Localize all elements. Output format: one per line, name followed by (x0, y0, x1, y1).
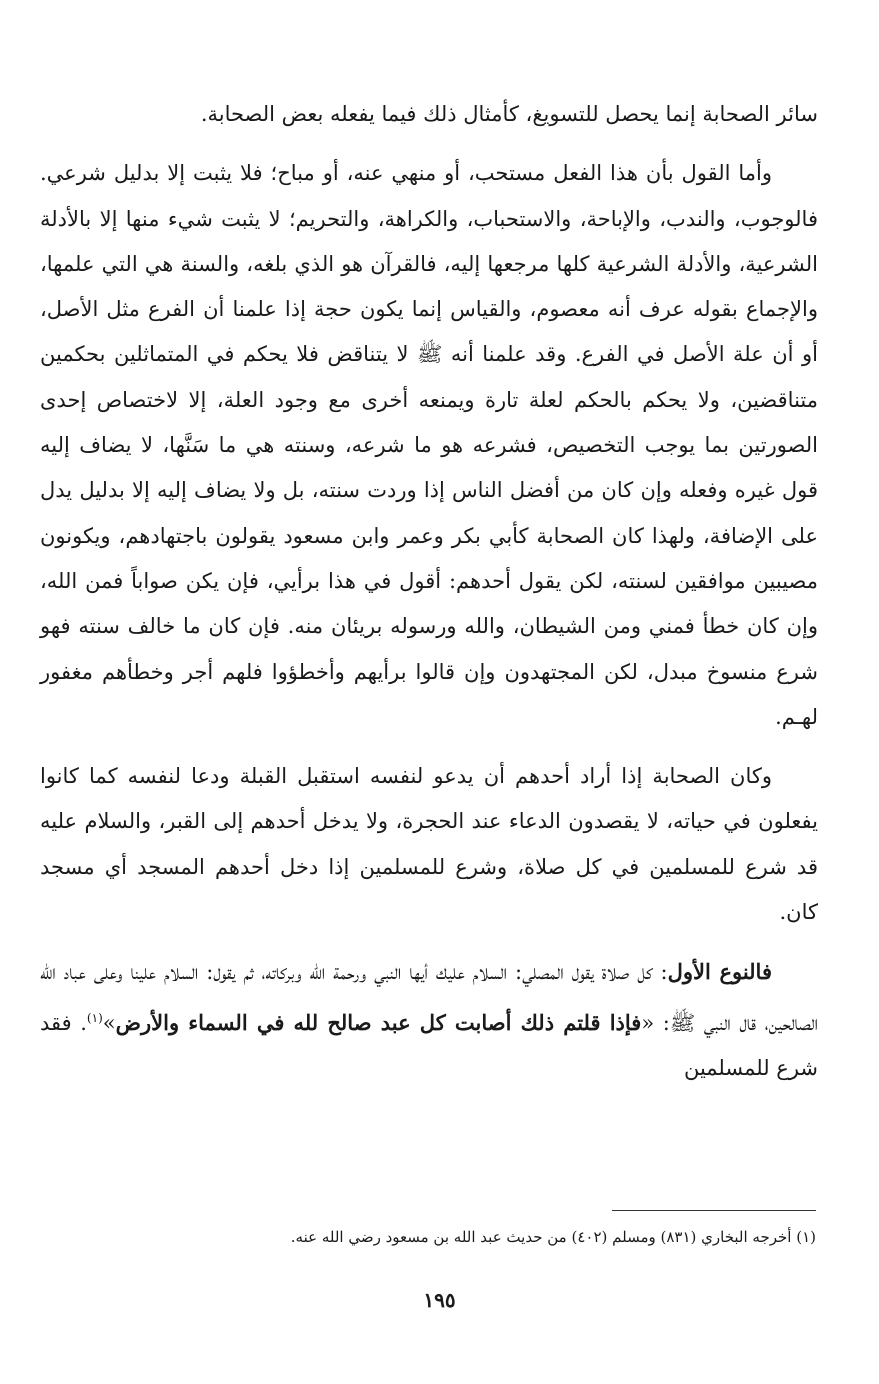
footnote: (١) أخرجه البخاري (٨٣١) ومسلم (٤٠٢) من حديث عبد الله بن مسعود رضي الله عنه. (290, 1228, 816, 1246)
paragraph-gap (40, 935, 818, 949)
paragraph-first-type (40, 949, 818, 1091)
footnote-divider (612, 1210, 816, 1211)
hadith-quote: فإذا قلتم ذلك أصابت كل عبد صالح لله في السماء والأرض (115, 1009, 642, 1035)
page-number: ١٩٥ (423, 1288, 456, 1312)
first-type-text: : كل صلاة يقول المصلي: السلام عليك أيها النبي ورحمة الله وبركاته، ثم يقول: السلام علينا وعلى عباد الله الصالحين، قال النبي ﷺ: « (40, 960, 819, 1035)
paragraph-gap (40, 740, 818, 754)
paragraph-continuation: سائر الصحابة إنما يحصل للتسويغ، كأمثال ذلك فيما يفعله بعض الصحابة. (200, 102, 818, 126)
first-type-tail: . فقد شرع للمسلمين (40, 1010, 818, 1080)
page-body (40, 92, 818, 1091)
paragraph-gap (40, 137, 818, 151)
paragraph-sources-of-sharia: وأما القول بأن هذا الفعل مستحب، أو منهي عنه، أو مباح؛ فلا يثبت إلا بدليل شرعي. فالوجوب، والندب، والإباحة، والاستحباب، والكراهة، والتحريم؛ لا يثبت شيء منها إلا بالأدلة الشرعية، والأدلة الشرعية كلها مرجعها إليه، فالقرآن هو الذي بلغه، والسنة هي التي علمها، والإجماع بقوله عرف أنه معصوم، والقياس إنما يكون حجة إذا علمنا أن الفرع مثل الأصل، أو أن علة الأصل في الفرع. وقد علمنا أنه ﷺ لا يتناقض فلا يحكم في المتماثلين بحكمين متناقضين، ولا يحكم بالحكم لعلة تارة ويمنعه أخرى مع وجود العلة، إلا لاختصاص إحدى الصورتين بما يوجب التخصيص، فشرعه هو ما شرعه، وسنته هي ما سَنَّها، لا يضاف إليه قول غيره وفعله وإن كان من أفضل الناس إذا وردت سنته، بل ولا يضاف إليه إلا بدليل يدل على الإضافة، ولهذا كان الصحابة كأبي بكر وعمر وابن مسعود يقولون باجتهادهم، ويكونون مصيبين موافقين لسنته، لكن يقول أحدهم: أقول في هذا برأيي، فإن يكن صواباً فمن الله، وإن كان خطأ فمني ومن الشيطان، والله ورسوله بريئان منه. فإن كان ما خالف سنته فهو شرع منسوخ مبدل، لكن المجتهدون وإن قالوا برأيهم وأخطؤوا فلهم أجر وخطأهم مغفور لهـم. (40, 161, 818, 729)
paragraph-companions-supplication: وكان الصحابة إذا أراد أحدهم أن يدعو لنفسه استقبل القبلة ودعا لنفسه كما كانوا يفعلون في حياته، لا يقصدون الدعاء عند الحجرة، ولا يدخل أحدهم إلى القبر، والسلام عليه قد شرع للمسلمين في كل صلاة، وشرع للمسلمين إذا دخل أحدهم المسجد أي مسجد كان. (40, 764, 818, 925)
hadith-close-mark: » (102, 1010, 116, 1035)
first-type-lead: فالنوع الأول (667, 959, 772, 985)
footnote-marker: (١) (86, 1010, 103, 1025)
